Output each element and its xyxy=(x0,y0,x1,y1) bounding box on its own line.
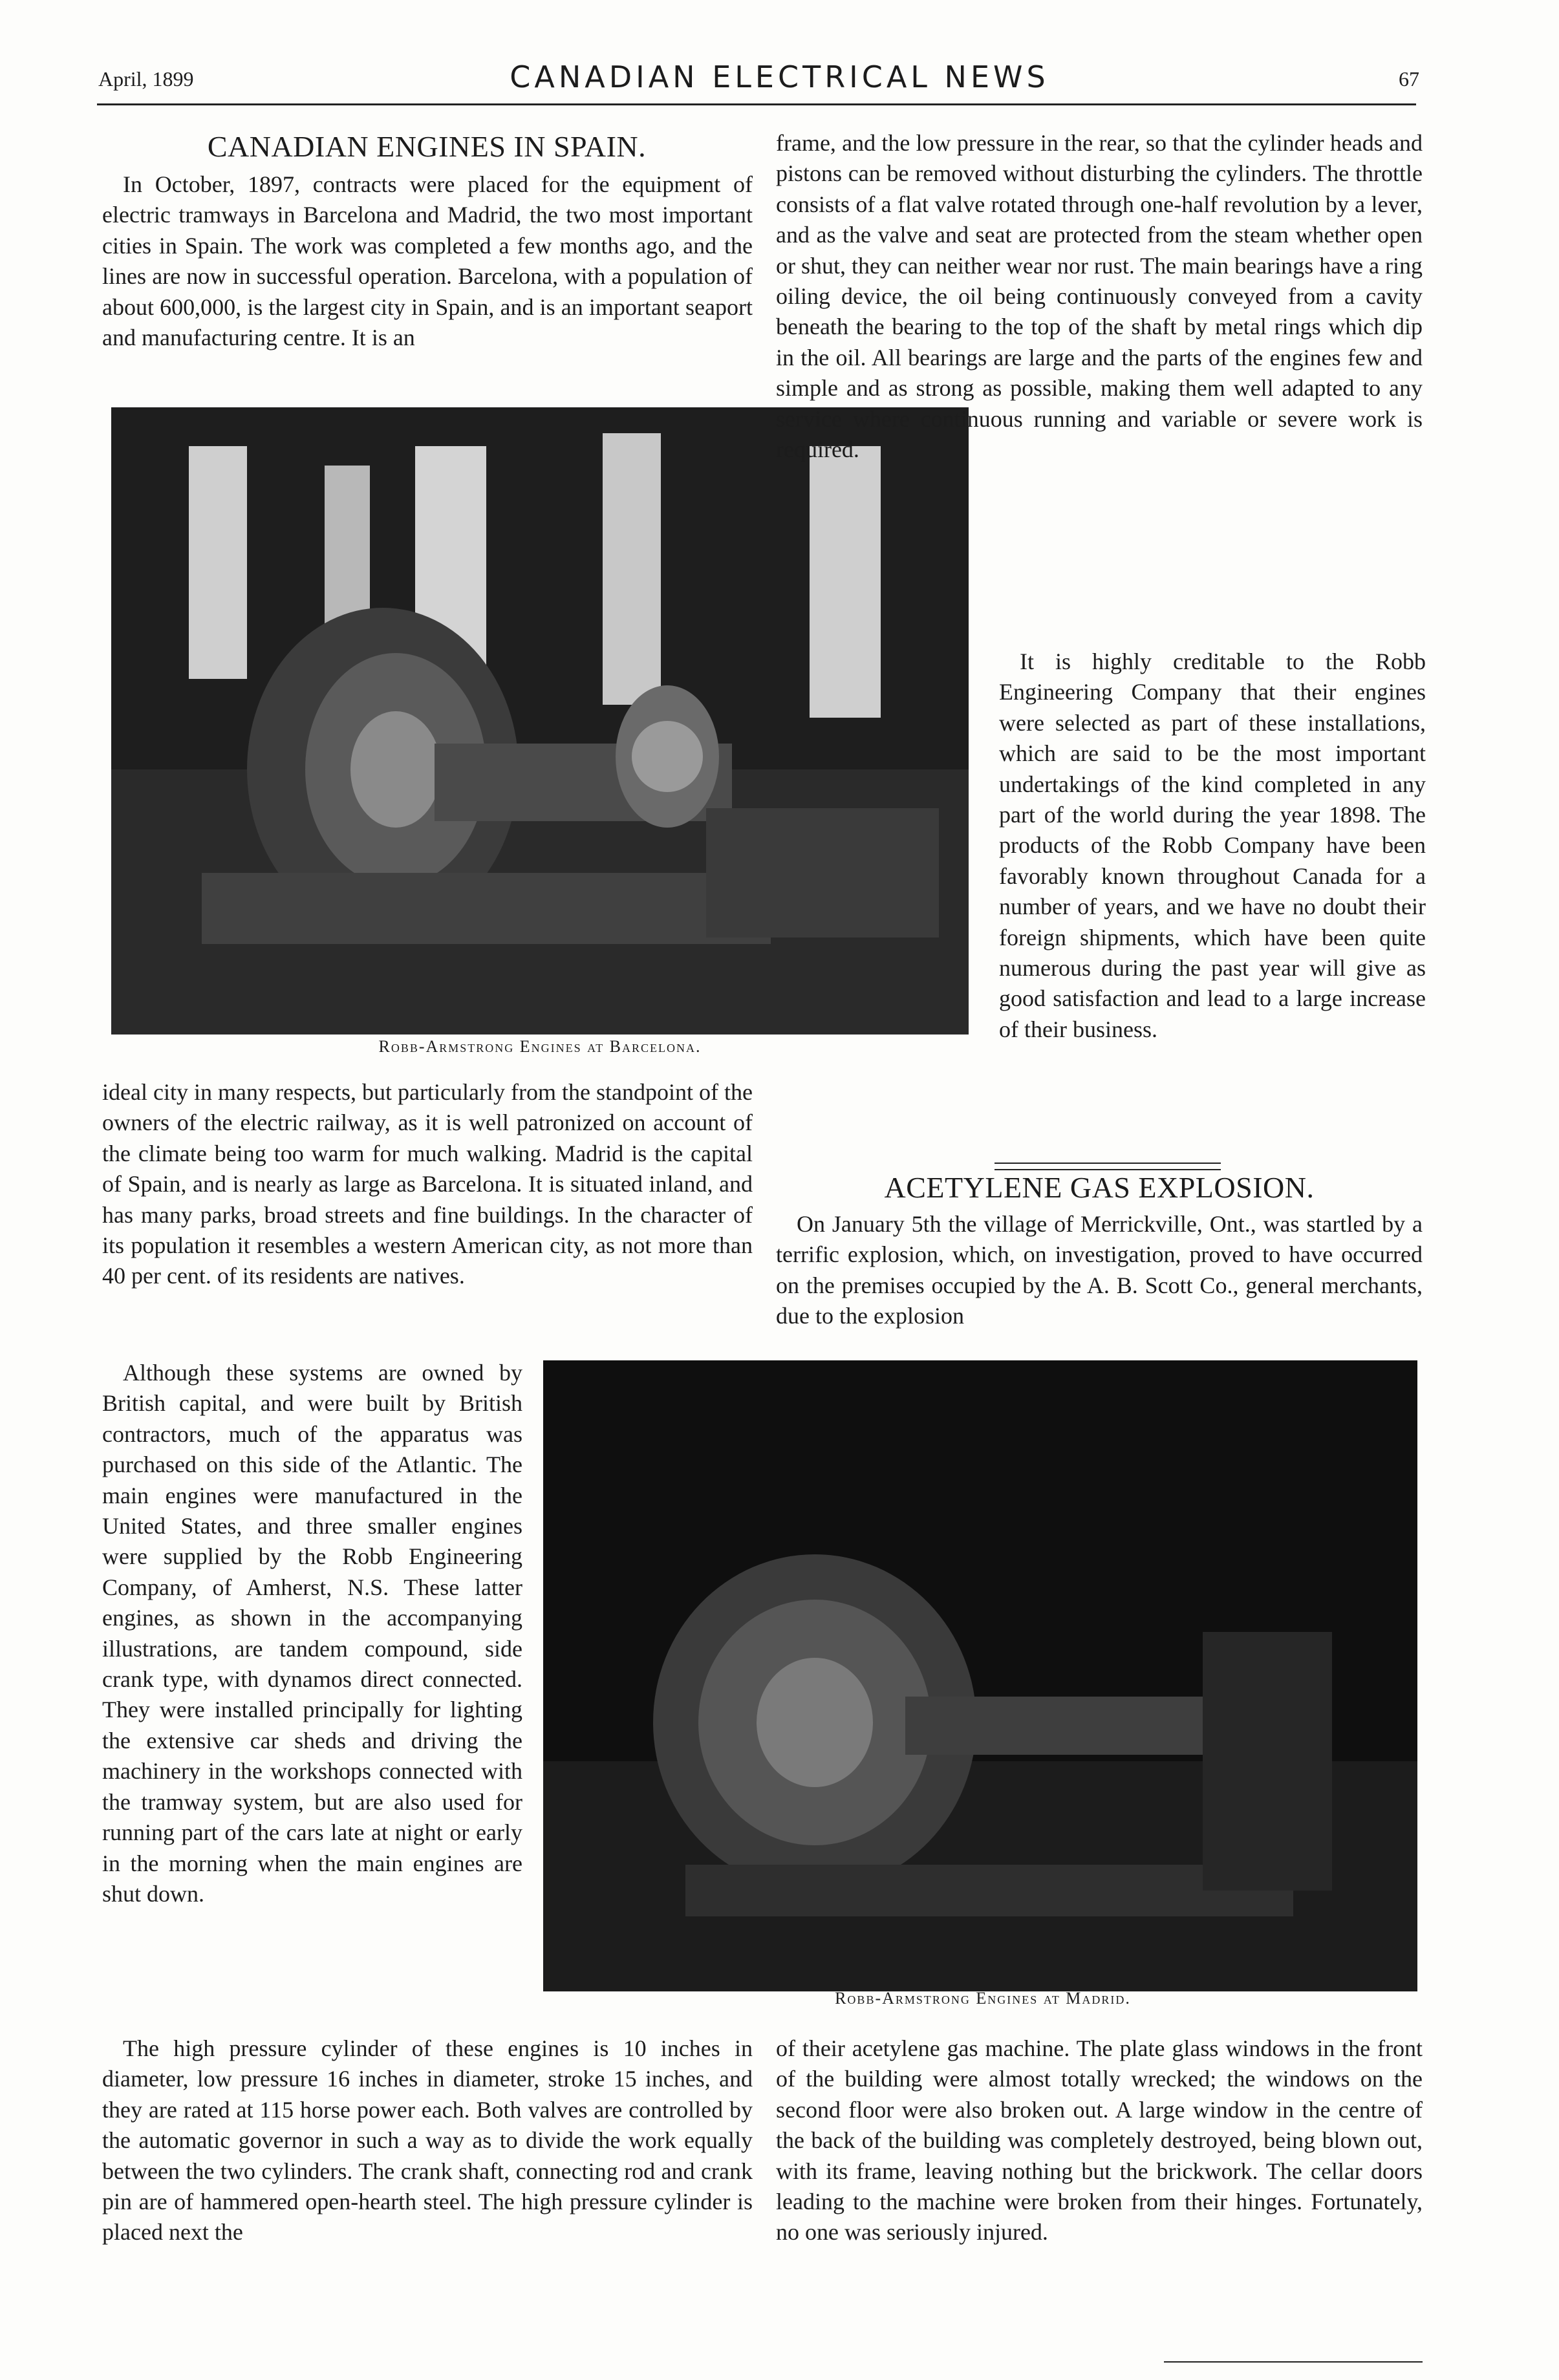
article1-paragraph-5: It is highly creditable to the Robb Engineering Company that their engines were selected as part of these installations, which are said to be the most important undertakings of the kind completed in any part of the world during the year 1898. The products of the Robb Company have been favorably known throughout Canada for a number of years, and we have no doubt their foreign shipments, which have been quite numerous during the past year will give as good satisfaction and lead to a large increase of their business. xyxy=(999,649,1426,1042)
article1-right-narrow xyxy=(999,647,1426,1045)
page-number: 67 xyxy=(1399,67,1419,91)
article-separator xyxy=(995,1163,1221,1164)
article1-paragraph-1: In October, 1897, contracts were placed for the equipment of electric tramways in Barcelona and Madrid, the two most important cities in Spain. The work was completed a few months ago, and the lines are now in successful operation. Barcelona, with a population of about 600,000, is the largest city in Spain, and is an important seaport and manufacturing centre. It is an xyxy=(102,171,753,351)
article1-paragraph-2: Although these systems are owned by British capital, and were built by British contractors, much of the apparatus was purchased on this side of the Atlantic. The main engines were manufactured in the United States, and three smaller engines were supplied by the Robb Engineering Company, of Amherst, N.S. These latter engines, as shown in the accompanying illustrations, are tandem compound, side crank type, with dynamos direct connected. They were installed principally for lighting the extensive car sheds and driving the machinery in the workshops connected with the tramway system, but are also used for running part of the cars late at night or early in the morning when the main engines are shut down. xyxy=(102,1360,522,1907)
article-title-acetylene: ACETYLENE GAS EXPLOSION. xyxy=(884,1171,1315,1204)
header-rule xyxy=(97,103,1416,105)
article1-lower-narrow xyxy=(102,1358,522,1909)
article2-paragraph-1-cont: of their acetylene gas machine. The plate glass windows in the front of the building were almost totally wrecked; the windows on the second floor were also broken out. A large window in the centre of the back of the building was completely destroyed, being blown out, with its frame, leaving nothing but the brickwork. The cellar doors leading to the machine were broken from their hinges. Fortunately, no one was seriously injured. xyxy=(776,2035,1423,2246)
footer-rule xyxy=(1164,2361,1423,2363)
madrid-photo-caption: Robb-Armstrong Engines at Madrid. xyxy=(835,1989,1131,2008)
issue-date: April, 1899 xyxy=(98,67,194,91)
article1-intro xyxy=(102,169,753,353)
barcelona-engines-photo xyxy=(111,407,969,1035)
madrid-engines-photo xyxy=(543,1360,1417,1991)
article2-paragraph-1: On January 5th the village of Merrickville, Ont., was startled by a terrific explosion, which, on investigation, proved to have occurred on the premises occupied by the A. B. Scott Co., general merchants, due to the explosion xyxy=(776,1211,1423,1329)
article2-continuation xyxy=(776,2033,1423,2248)
barcelona-photo-caption: Robb-Armstrong Engines at Barcelona. xyxy=(378,1037,702,1056)
article1-continuation xyxy=(102,1077,753,1292)
article1-bottom xyxy=(102,2033,753,2248)
article2-intro xyxy=(776,1209,1423,1332)
article1-paragraph-4: frame, and the low pressure in the rear, so that the cylinder heads and pistons can be removed without disturbing the cylinders. The throttle consists of a flat valve rotated through one-half revolution by a lever, and as the valve and seat are protected from the steam whether open or shut, they can neither wear nor rust. The main bearings have a ring oiling device, the oil being continuously conveyed from a cavity beneath the bearing to the top of the shaft by metal rings which dip in the oil. All bearings are large and the parts of the engines few and simple and as strong as possible, making them well adapted to any service where continuous running and variable or severe work is required. xyxy=(776,130,1423,463)
article-title-engines-spain: CANADIAN ENGINES IN SPAIN. xyxy=(207,130,647,163)
article1-right-top xyxy=(776,128,1423,465)
masthead: CANADIAN ELECTRICAL NEWS xyxy=(510,59,1049,94)
article1-paragraph-1-cont: ideal city in many respects, but particularly from the standpoint of the owners of the electric railway, as it is well patronized on account of the climate being too warm for much walking. Madrid is the capital of Spain, and is nearly as large as Barcelona. It is situated inland, and has many parks, broad streets and fine buildings. In the character of its population it resembles a western American city, as not more than 40 per cent. of its residents are natives. xyxy=(102,1079,753,1289)
article1-paragraph-3: The high pressure cylinder of these engines is 10 inches in diameter, low pressure 16 inches in diameter, stroke 15 inches, and they are rated at 115 horse power each. Both valves are controlled by the automatic governor in such a way as to divide the work equally between the two cylinders. The crank shaft, connecting rod and crank pin are of hammered open-hearth steel. The high pressure cylinder is placed next the xyxy=(102,2035,753,2246)
